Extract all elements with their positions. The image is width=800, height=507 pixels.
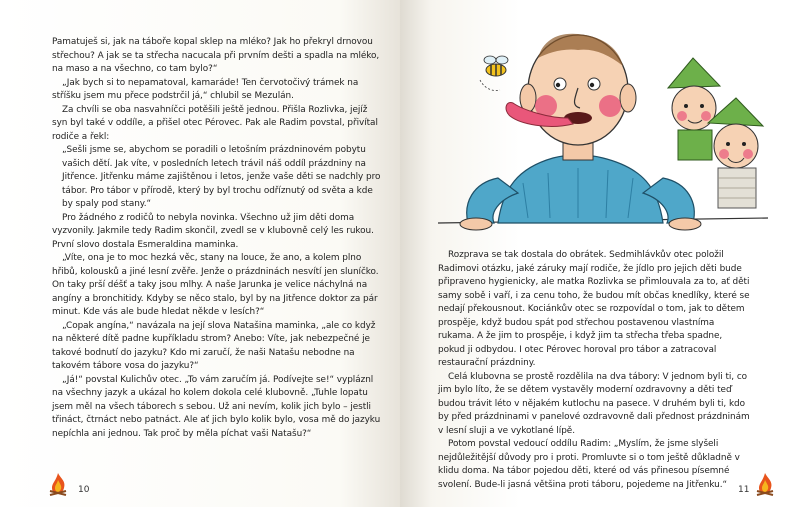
sweater [498,155,663,223]
wasp-icon [480,56,508,91]
page-number: 10 [78,485,90,495]
paragraph: „Víte, ona je to moc hezká věc, stany na louce, že ano, a kolem plno hřibů, kolousků a jiné lesní zvěře. Jenže o prázdninách nesvítí jen sluníčko. On taky prší déšť a taky jsou mlhy. A naše Jarunka je velice náchylná na angíny a bronchitidy. Kdyby se něco stalo, byl by na Jitřence doktor za pár minut. Kde vás ale bude hledat někde v lesích?“ [52,253,379,317]
paragraph: Potom povstal vedoucí oddílu Radim: „Myslím, že jsme slyšeli nejdůležitější důvody pro i proti. Promluvte si o tom ještě důkladně v klidu doma. Na tábor pojedou děti, které od vás přinesou písemné svolení. Bude-li jasná většina proti táboru, pojedeme na Jitřenku.“ [438,439,740,490]
right-page [400,0,800,507]
paragraph: Za chvíli se oba nasvahníčci potěšili ještě jednou. Přišla Rozlivka, jejíž syn byl také v oddíle, a přišel otec Pérovec. Pak ale Radim povstal, přivítal rodiče a řekl: [52,104,378,142]
left-page-text [52,36,382,441]
campfire-icon [47,471,69,497]
right-page-text [438,249,750,492]
page-number: 11 [738,485,750,495]
child-figure [668,58,720,160]
paragraph: „Copak angína,“ navázala na její slova Natašina maminka, „ale co když na některé dítě padne kupříkladu strom? Anebo: Víte, jak nebezpečné je takové bodnutí do jazyku? Kdo mi zaručí, že naši Natašu nebodne na takovém tábore vosa do jazyku?“ [52,320,376,371]
paragraph: „Já!“ povstal Kulichův otec. „To vám zaručím já. Podívejte se!“ vypláznl na všechny jazyk a ukázal ho kolem dokola celé klubovně. „Tuhle lopatu jsem měl na všech táborech s sebou. Už ani nevím, kolik jich bylo – jestli třináct, čtrnáct nebo patnáct. Ale ať jich bylo kolik bylo, vosa mě do jazyku nepíchla ani jednou. Tak proč by měla píchat vaši Natašu?“ [52,374,381,439]
paragraph: Pro žádného z rodičů to nebyla novinka. Všechno už jim děti doma vyzvonily. Jakmile tedy Radim skončil, zvedl se v klubovně celý les rukou. První slovo dostala Esmeraldina maminka. [52,212,374,250]
paragraph: Rozprava se tak dostala do obrátek. Sedmihlávkův otec položil Radimovi otázku, jaké záruky mají rodiče, že jídlo pro jejich děti bude připraveno hygienicky, ale matka Rozlivka se přimlouvala za to, ať děti samy sobě i vaří, i za cenu toho, že budou mít občas knedlíky, které se nedají překousnout. Kociánkův otec se rozpovídal o tom, jak to dětem prospěje, když budou spát pod střechou postavenou vlastníma rukama. A že jim to prospěje, i když jim ta střecha třeba spadne, pokud ji odbydou. I otec Pérovec horoval pro tábor a zatracoval restaurační prázdniny. [438,250,750,368]
illustration [428,18,780,238]
paragraph: Celá klubovna se prostě rozdělila na dva tábory: V jednom byli ti, co jim bylo líto, že se dětem vystavěly moderní ozdravovny a děti teď budou trávit léto v nějakém kutlochu na pasece. V druhém byli ti, kdo by před prázdninami v panelové ozdravovně dali přednost prázdninám v lesní sluji a ve vykotlané lípě. [438,371,750,436]
campfire-icon [754,471,776,497]
paragraph: Pamatuješ si, jak na táboře kopal sklep na mléko? Jak ho překryl drnovou střechou? A jak se ta střecha nacucala při prvním dešti a spadla na mléko, na maso a na všechno, co tam bylo?“ [52,37,380,74]
paragraph: „Sešli jsme se, abychom se poradili o letošním prázdninovém pobytu vašich dětí. Jak víte, v posledních letech trávil náš oddíl prázdniny na Jitřence. Jitřenku máme zajištěnou i letos, jenže vaše děti se nadchly pro tábor. Pro tábor v přírodě, který by byl trochu odříznutý od světa a kde by spaly pod stany.“ [62,145,381,209]
paragraph: „Jak bych si to nepamatoval, kamaráde! Ten červotočivý trámek na stříšku jsem mu přece podstrčil já,“ chlubil se Mezulán. [52,77,359,101]
child-figure [708,98,763,208]
